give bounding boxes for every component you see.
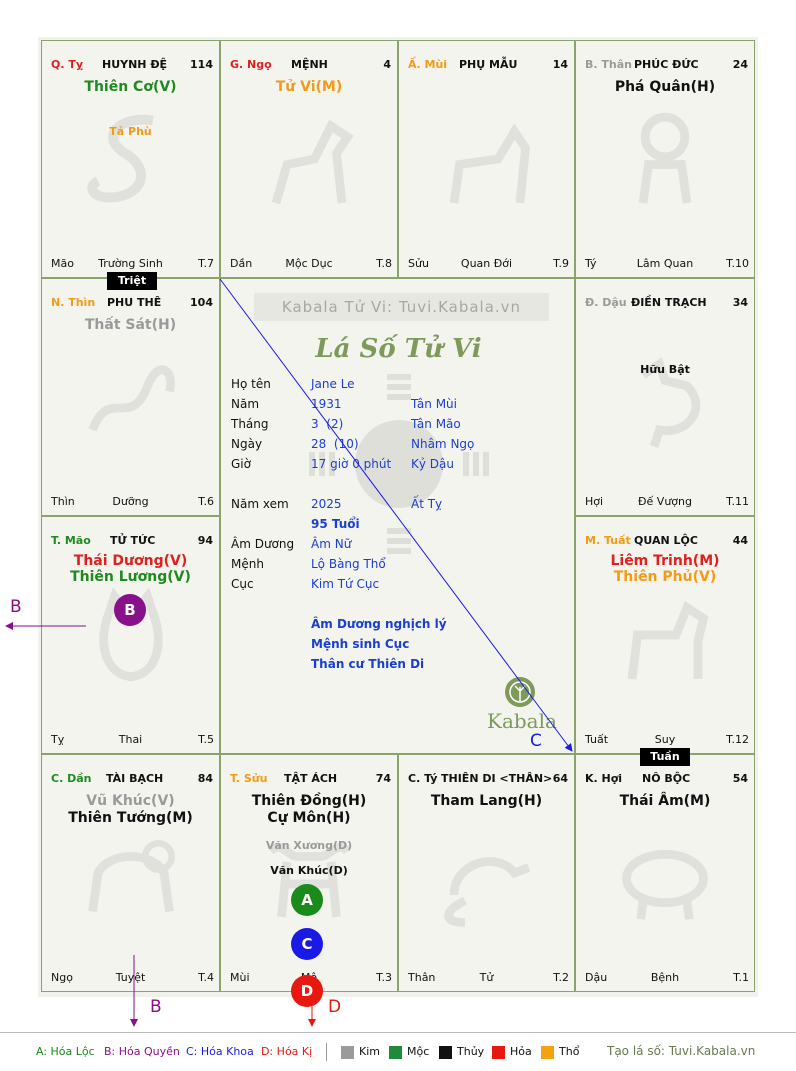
palace-name: PHÚC ĐỨC [634,58,699,71]
major-star: Thiên Lương(V) [70,569,191,585]
palace-stage: Tử [479,971,494,984]
palace-age: T.5 [198,733,214,746]
palace-branch: Tý [585,257,597,270]
info-label: Năm xem [231,497,289,511]
minor-star: Văn Khúc(D) [270,864,348,877]
palace-stage: Bệnh [650,971,680,984]
major-star: Thiên Cơ(V) [84,79,177,95]
palace-name: THIÊN DI <THÂN> [441,772,553,785]
palace-name: QUAN LỘC [634,534,698,547]
arrow-label-c: C [530,731,542,751]
minor-star: Văn Xương(D) [265,839,353,852]
palace-can: C. Dần [51,772,92,785]
palace-can: Q. Tỵ [51,58,84,71]
palace-stage: Lâm Quan [636,257,694,270]
info-value: 2025 [311,497,342,511]
swatch-kim [341,1046,354,1059]
legend-hoa-quyen: B: Hóa Quyền [104,1045,180,1058]
triet-tag: Triệt [107,272,157,290]
info-extra: Nhâm Ngọ [411,437,475,451]
info-extra: Kỷ Dậu [411,457,454,471]
note-line: Thân cư Thiên Di [311,657,425,671]
hoa-khoa-marker: C [291,928,323,960]
palace-number: 64 [552,772,568,785]
legend-hoa: Hỏa [510,1045,532,1058]
palace-stage: Mộc Dục [285,257,333,270]
legend-thuy: Thủy [457,1045,485,1058]
palace-name: TÀI BẠCH [106,772,164,785]
palace-can: N. Thìn [51,296,96,309]
age-value: 95 Tuổi [311,517,360,531]
major-star: Thiên Đồng(H) [251,793,367,809]
major-star: Thái Dương(V) [73,553,188,569]
info-value: 28 (10) [311,437,359,451]
legend-hoa-ki: D: Hóa Kị [261,1045,313,1058]
palace-branch: Mùi [230,971,250,984]
palace-number: 4 [383,58,391,71]
palace-can: T. Mão [51,534,91,547]
palace-name: NÔ BỘC [642,772,691,785]
palace-can: Đ. Dậu [585,296,627,309]
palace-branch: Dậu [585,971,608,984]
arrow-label-d: D [328,997,342,1017]
palace-branch: Ngọ [51,971,73,984]
site-credit: Tạo lá số: Tuvi.Kabala.vn [607,1044,756,1058]
palace-branch: Tỵ [51,733,65,746]
major-star: Cự Môn(H) [267,810,351,826]
info-value: Kim Tứ Cục [311,577,380,591]
info-label: Cục [231,577,254,591]
palace-branch: Mão [51,257,74,270]
palace-stage: Dưỡng [112,495,149,508]
legend-hoa-loc: A: Hóa Lộc [36,1045,95,1058]
palace-number: 74 [375,772,391,785]
info-extra: Ất Tỵ [411,497,443,511]
swatch-moc [389,1046,402,1059]
major-star: Vũ Khúc(V) [86,793,175,809]
palace-stage: Tuyệt [115,971,146,984]
major-star: Phá Quân(H) [614,79,716,95]
palace-age: T.7 [198,257,214,270]
major-star: Thiên Tướng(M) [68,810,193,826]
info-value: Jane Le [311,377,355,391]
legend-bar [0,1032,796,1071]
hoa-loc-marker: A [291,884,323,916]
palace-age: T.11 [726,495,749,508]
palace-age: T.12 [726,733,749,746]
arrow-label-b-bottom: B [150,997,162,1017]
palace-number: 54 [732,772,748,785]
hoa-quyen-marker: B [114,594,146,626]
palace-number: 94 [197,534,213,547]
palace-age: T.6 [198,495,214,508]
info-value: Âm Nữ [311,537,352,551]
palace-name: ĐIỀN TRẠCH [631,296,707,309]
palace-branch: Thân [408,971,436,984]
info-label: Âm Dương [231,537,295,551]
palace-age: T.1 [733,971,749,984]
palace-can: K. Hợi [585,772,623,785]
note-line: Mệnh sinh Cục [311,637,410,651]
palace-branch: Dần [230,257,253,270]
palace-branch: Sửu [408,257,429,270]
info-label: Mệnh [231,557,264,571]
palace-name: TỬ TỨC [110,534,156,547]
palace-name: PHU THÊ [107,296,162,309]
palace-name: HUYNH ĐỆ [102,58,168,71]
palace-stage: Thai [118,733,143,746]
note-line: Âm Dương nghịch lý [311,617,447,631]
palace-age: T.9 [553,257,569,270]
palace-can: G. Ngọ [230,58,272,71]
swatch-tho [541,1046,554,1059]
palace-number: 14 [552,58,568,71]
palace-name: PHỤ MẪU [459,58,518,71]
hoa-khoa-arrow [220,279,572,751]
palace-name: MỆNH [291,58,328,71]
palace-number: 114 [190,58,213,71]
tuan-tag: Tuần [640,748,690,766]
palace-branch: Thìn [51,495,75,508]
palace-stage: Suy [654,733,676,746]
watermark-text: Kabala Tử Vi: Tuvi.Kabala.vn [254,293,549,321]
major-star: Tử Vi(M) [275,79,343,95]
major-star: Tham Lang(H) [430,793,543,809]
info-value: 17 giờ 0 phút [311,457,392,471]
palace-age: T.4 [198,971,214,984]
info-label: Họ tên [231,377,271,391]
swatch-thuy [439,1046,452,1059]
major-star: Liêm Trinh(M) [610,553,720,569]
palace-number: 104 [190,296,213,309]
major-star: Thái Âm(M) [619,793,711,809]
palace-branch: Hợi [585,495,604,508]
palace-can: T. Sửu [230,772,268,785]
palace-branch: Tuất [585,733,609,746]
info-label: Năm [231,397,260,411]
palace-stage: Đế Vượng [638,495,692,508]
info-value: Lộ Bàng Thổ [311,557,386,571]
legend-moc: Mộc [407,1045,430,1058]
major-star: Thiên Phủ(V) [613,569,717,585]
info-value: 1931 [311,397,342,411]
palace-age: T.3 [376,971,392,984]
legend-divider [326,1043,327,1061]
palace-age: T.10 [726,257,749,270]
palace-can: Ấ. Mùi [408,58,448,71]
palace-can: C. Tý [408,772,438,785]
major-star: Thất Sát(H) [84,317,177,333]
palace-stage: Trường Sinh [98,257,163,270]
kabala-logo-text: Kabala [487,709,557,733]
chart-title: Lá Số Tử Vi [315,334,482,364]
palace-can: B. Thân [585,58,632,71]
info-label: Giờ [231,457,251,471]
palace-stage: Quan Đới [460,257,513,270]
info-label: Tháng [231,417,269,431]
palace-number: 44 [732,534,748,547]
hoa-ki-marker: D [291,975,323,1007]
info-value: 3 (2) [311,417,344,431]
palace-number: 84 [197,772,213,785]
info-extra: Tân Mùi [411,397,457,411]
swatch-hoa [492,1046,505,1059]
legend-kim: Kim [359,1045,380,1058]
info-extra: Tân Mão [411,417,461,431]
arrow-label-b-left: B [10,597,22,617]
palace-age: T.2 [553,971,569,984]
palace-can: M. Tuất [585,534,631,547]
minor-star: Tả Phù [109,125,152,138]
legend-tho: Thổ [559,1045,580,1058]
palace-number: 34 [732,296,748,309]
palace-age: T.8 [376,257,392,270]
palace-number: 24 [732,58,748,71]
legend-hoa-khoa: C: Hóa Khoa [186,1045,254,1058]
minor-star: Hữu Bật [640,363,690,376]
palace-name: TẬT ÁCH [284,772,338,785]
info-label: Ngày [231,437,263,451]
